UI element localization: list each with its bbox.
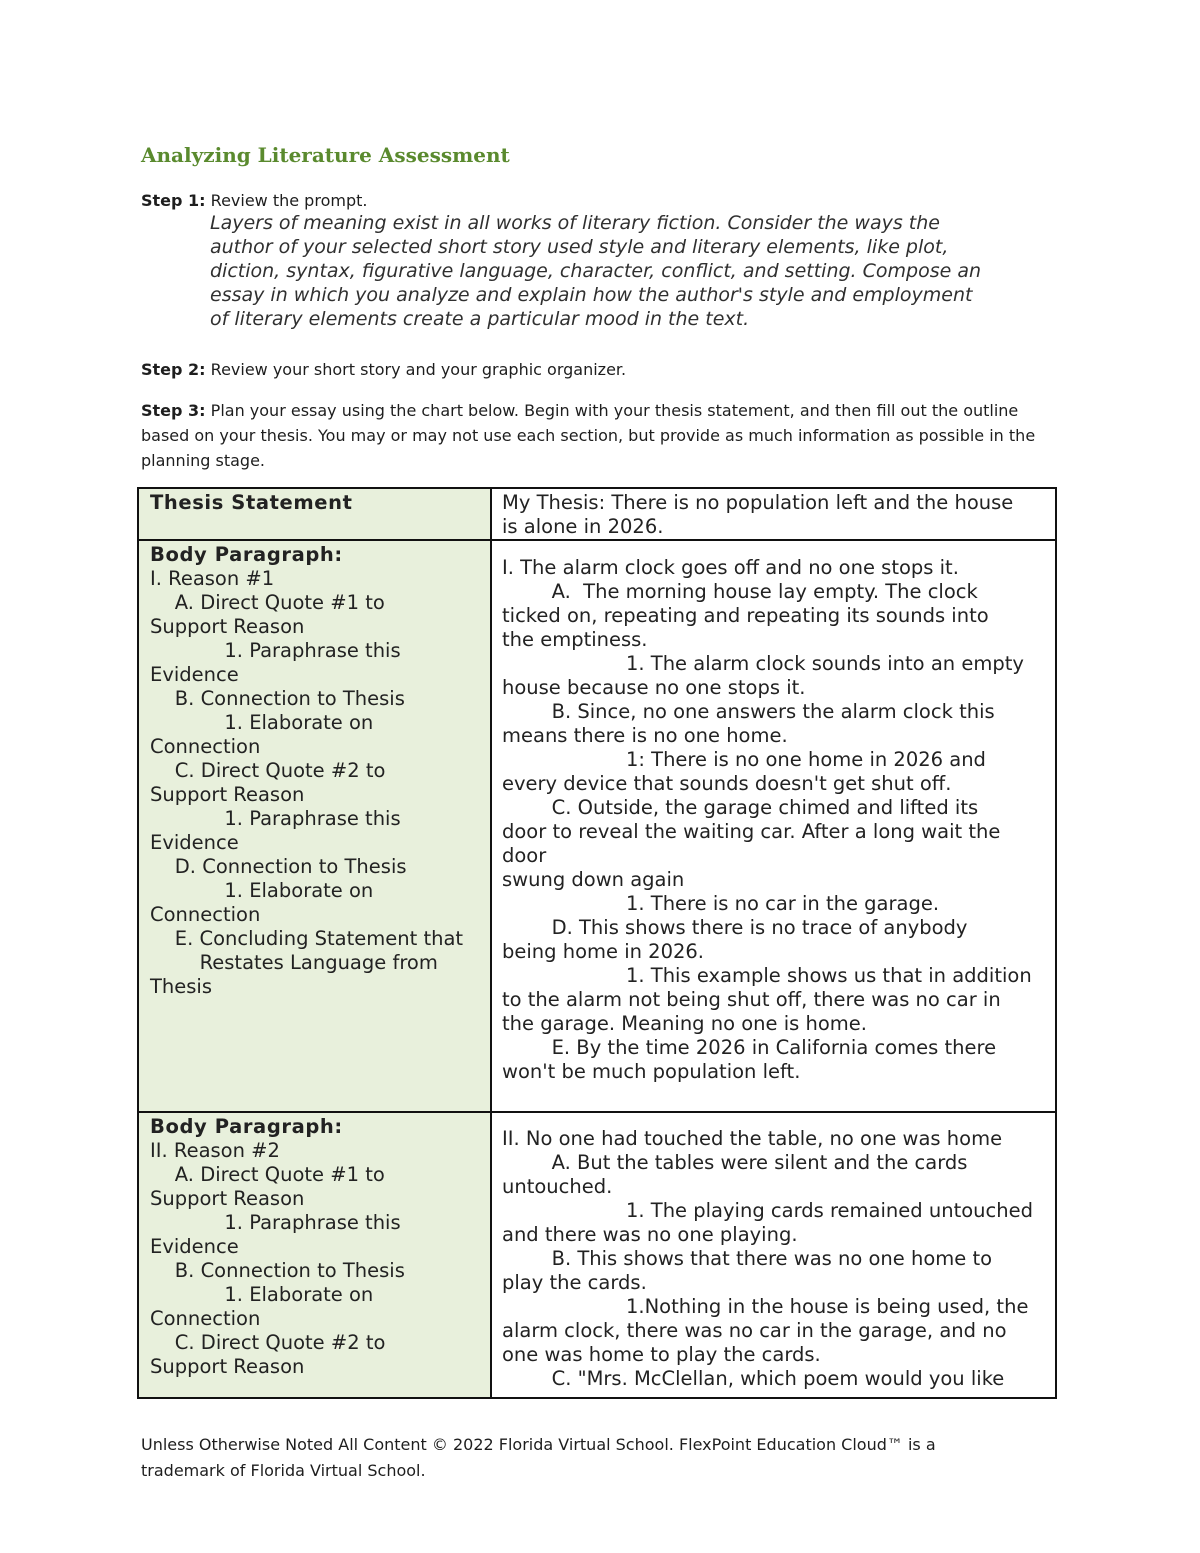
outline-line: A. Direct Quote #1 to [150, 591, 385, 614]
outline-line: Evidence [150, 663, 239, 686]
outline-line: Evidence [150, 831, 239, 854]
essay-planning-table [137, 487, 1057, 1399]
response-line: to the alarm not being shut off, there was no car in [502, 988, 1001, 1011]
response-line: A. But the tables were silent and the cards [502, 1151, 968, 1174]
prompt-line: author of your selected short story used style and literary elements, like plot, [210, 236, 949, 258]
response-line: every device that sounds doesn't get shut off. [502, 772, 952, 795]
body-paragraph-1-outline-cell [138, 540, 491, 1112]
response-line: D. This shows there is no trace of anybody [502, 916, 968, 939]
outline-line: E. Concluding Statement that [150, 927, 464, 950]
outline-line: Connection [150, 903, 261, 926]
step-2-label: Step 2: [141, 360, 206, 379]
outline-line: I. Reason #1 [150, 567, 275, 590]
outline-line: 1. Paraphrase this [150, 807, 401, 830]
response-line: C. Outside, the garage chimed and lifted its [502, 796, 979, 819]
response-line: and there was no one playing. [502, 1223, 798, 1246]
outline-line: Connection [150, 1307, 261, 1330]
outline-line: A. Direct Quote #1 to [150, 1163, 385, 1186]
thesis-row [138, 488, 1056, 540]
body-paragraph-1-row [138, 540, 1056, 1112]
thesis-label: Thesis Statement [150, 491, 353, 514]
response-line: II. No one had touched the table, no one was home [502, 1127, 1003, 1150]
spacer [502, 1115, 1049, 1127]
response-line: 1. The alarm clock sounds into an empty [502, 652, 1024, 675]
body-paragraph-2-row [138, 1112, 1056, 1398]
outline-line: Support Reason [150, 783, 305, 806]
outline-line: Connection [150, 735, 261, 758]
response-line: being home in 2026. [502, 940, 705, 963]
spacer [502, 543, 1049, 556]
body-paragraph-2-response [502, 1115, 1049, 1397]
prompt-line: Layers of meaning exist in all works of literary fiction. Consider the ways the [210, 212, 940, 234]
body-paragraph-2-outline [150, 1115, 484, 1397]
response-line: 1. This example shows us that in addition [502, 964, 1032, 987]
response-line: C. "Mrs. McClellan, which poem would you like [502, 1367, 1005, 1390]
outline-line: D. Connection to Thesis [150, 855, 407, 878]
step-3-text: Plan your essay using the chart below. Begin with your thesis statement, and then fill out the outline based on your thesis. You may or may not use each section, but provide as much information as possible in the planning stage. [141, 401, 1036, 470]
outline-line: Support Reason [150, 1355, 305, 1378]
prompt-line: diction, syntax, figurative language, character, conflict, and setting. Compose an [210, 260, 982, 282]
response-line: alarm clock, there was no car in the garage, and no [502, 1319, 1007, 1342]
outline-line: Evidence [150, 1235, 239, 1258]
outline-line: C. Direct Quote #2 to [150, 1331, 386, 1354]
response-line: 1.Nothing in the house is being used, the [502, 1295, 1029, 1318]
response-line: ticked on, repeating and repeating its sounds into [502, 604, 989, 627]
response-line: untouched. [502, 1175, 613, 1198]
step-3-label: Step 3: [141, 401, 206, 420]
outline-line: Support Reason [150, 615, 305, 638]
thesis-label-cell [138, 488, 491, 540]
footer-copyright [141, 1432, 1041, 1484]
body-paragraph-1-label: Body Paragraph: [150, 543, 343, 566]
thesis-line: My Thesis: There is no population left and the house [502, 491, 1014, 514]
outline-line: 1. Elaborate on [150, 1283, 374, 1306]
response-line: means there is no one home. [502, 724, 788, 747]
step-2-text: Review your short story and your graphic organizer. [205, 360, 627, 379]
response-line: one was home to play the cards. [502, 1343, 821, 1366]
body-paragraph-2-response-cell [491, 1112, 1056, 1398]
response-line: house because no one stops it. [502, 676, 806, 699]
response-line: door [502, 844, 547, 867]
response-line: door to reveal the waiting car. After a long wait the [502, 820, 1001, 843]
response-line: 1: There is no one home in 2026 and [502, 748, 986, 771]
response-line: swung down again [502, 868, 685, 891]
footer-line: Unless Otherwise Noted All Content © 2022 Florida Virtual School. FlexPoint Education Cloud™ is a [141, 1435, 936, 1454]
response-line: I. The alarm clock goes off and no one stops it. [502, 556, 959, 579]
body-paragraph-2-label: Body Paragraph: [150, 1115, 343, 1138]
outline-line: 1. Paraphrase this [150, 1211, 401, 1234]
outline-line: 1. Elaborate on [150, 879, 374, 902]
prompt-line: essay in which you analyze and explain how the author's style and employment [210, 284, 973, 306]
outline-line: 1. Paraphrase this [150, 639, 401, 662]
step-1-text: Review the prompt. [205, 191, 368, 210]
step-1-label: Step 1: [141, 191, 206, 210]
response-line: B. Since, no one answers the alarm clock this [502, 700, 995, 723]
thesis-line: is alone in 2026. [502, 515, 664, 538]
response-line: 1. There is no car in the garage. [502, 892, 940, 915]
outline-line: B. Connection to Thesis [150, 687, 405, 710]
step-1 [141, 188, 1061, 213]
document-title: Analyzing Literature Assessment [141, 143, 510, 167]
footer-line: trademark of Florida Virtual School. [141, 1461, 426, 1480]
step-2 [141, 357, 1061, 382]
response-line: the garage. Meaning no one is home. [502, 1012, 867, 1035]
response-line: 1. The playing cards remained untouched [502, 1199, 1033, 1222]
outline-line: II. Reason #2 [150, 1139, 280, 1162]
thesis-response-cell [491, 488, 1056, 540]
response-line: the emptiness. [502, 628, 648, 651]
step-3 [141, 398, 1061, 473]
body-paragraph-2-outline-cell [138, 1112, 491, 1398]
response-line: play the cards. [502, 1271, 647, 1294]
response-line: E. By the time 2026 in California comes there [502, 1036, 997, 1059]
outline-line: Restates Language from [150, 951, 438, 974]
response-line: B. This shows that there was no one home to [502, 1247, 993, 1270]
outline-line: B. Connection to Thesis [150, 1259, 405, 1282]
outline-line: Support Reason [150, 1187, 305, 1210]
outline-line: 1. Elaborate on [150, 711, 374, 734]
outline-line: Thesis [150, 975, 213, 998]
prompt-line: of literary elements create a particular mood in the text. [210, 308, 750, 330]
body-paragraph-1-response-cell [491, 540, 1056, 1112]
response-line: won't be much population left. [502, 1060, 801, 1083]
prompt-text [210, 211, 1060, 331]
outline-line: C. Direct Quote #2 to [150, 759, 386, 782]
response-line: A. The morning house lay empty. The clock [502, 580, 978, 603]
